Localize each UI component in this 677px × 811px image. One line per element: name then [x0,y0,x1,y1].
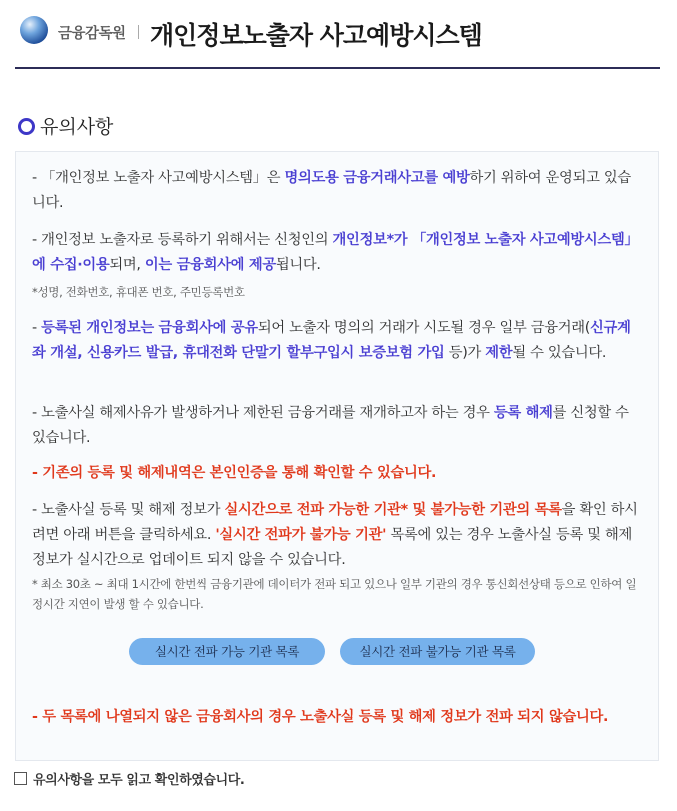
page-header [0,0,677,68]
notice-paragraph-purpose [32,166,644,216]
text: - 개인정보 노출자로 등록하기 위해서는 신청인의 [32,232,333,248]
notice-paragraph-restriction [32,316,644,366]
agree-checkbox[interactable] [14,772,27,785]
text: 등)가 [444,345,486,361]
notice-paragraph-propagation [32,498,644,573]
text: 목록에 있는 경우 노출사실 등록 및 해제 정보가 실시간으로 업데이트 되지 않을 수 있습니다. [32,527,633,568]
text: 되어 노출자 명의의 거래가 시도될 경우 일부 금융거래( [257,320,591,336]
realtime-possible-list-button[interactable]: 실시간 전파 가능 기관 목록 [129,638,325,665]
text: 됩니다. [275,257,321,273]
text: 을 확인 하시려면 아래 버튼을 클릭하세요. [32,502,638,543]
highlight-text: 개인정보*가 「개인정보 노출자 사고예방시스템」에 수집·이용 [32,232,639,273]
notice-history-warning: - 기존의 등록 및 해제내역은 본인인증을 통해 확인할 수 있습니다. [32,465,437,481]
text: - 노출사실 등록 및 해제 정보가 [32,502,225,518]
system-title: 개인정보노출자 사고예방시스템 [150,21,482,50]
highlight-text: 등록된 개인정보는 금융회사에 공유 [41,320,258,336]
notice-unlisted-warning: - 두 목록에 나열되지 않은 금융회사의 경우 노출사실 등록 및 해제 정보가 전파 되지 않습니다. [32,709,609,725]
header-divider [15,67,660,69]
warning-text: 실시간으로 전파 가능한 기관* 및 불가능한 기관의 목록 [224,502,562,518]
text: - [32,320,42,336]
propagation-footnote: * 최소 30초 ~ 최대 1시간에 한번씩 금융기관에 데이터가 전파 되고 있으나 일부 기관의 경우 통신회선상태 등으로 인하여 일정시간 지연이 발생 할 수 있습니다. [32,577,637,611]
logo-text: 금융감독원 [58,26,126,42]
warning-text: '실시간 전파가 불가능 기관' [215,527,387,543]
notice-paragraph-release [32,401,644,451]
personal-info-footnote: *성명, 전화번호, 휴대폰 번호, 주민등록번호 [32,285,245,299]
highlight-text: 명의도용 금융거래사고를 예방 [284,170,470,186]
text: 하기 위하여 운영되고 있습니다. [32,170,631,211]
highlight-text: 이는 금융회사에 제공 [144,257,276,273]
notice-paragraph-collection [32,228,644,278]
text: - 「개인정보 노출자 사고예방시스템」은 [32,170,285,186]
highlight-text: 신규계좌 개설, 신용카드 발급, 휴대전화 단말기 할부구입시 보증보험 가입 [32,320,631,361]
text: 를 신청할 수 있습니다. [32,405,629,446]
realtime-impossible-list-button[interactable]: 실시간 전파 불가능 기관 목록 [340,638,535,665]
logo-divider [138,25,139,39]
text: - 노출사실 해제사유가 발생하거나 제한된 금융거래를 재개하고자 하는 경우 [32,405,494,421]
section-title: 유의사항 [40,116,114,138]
fss-logo-icon [20,16,48,44]
agree-label[interactable]: 유의사항을 모두 읽고 확인하였습니다. [33,773,245,788]
highlight-text: 제한 [485,345,513,361]
highlight-text: 등록 해제 [493,405,553,421]
ring-bullet-icon [18,118,35,135]
text: 될 수 있습니다. [512,345,607,361]
text: 되며, [109,257,145,273]
notice-box [15,151,659,761]
